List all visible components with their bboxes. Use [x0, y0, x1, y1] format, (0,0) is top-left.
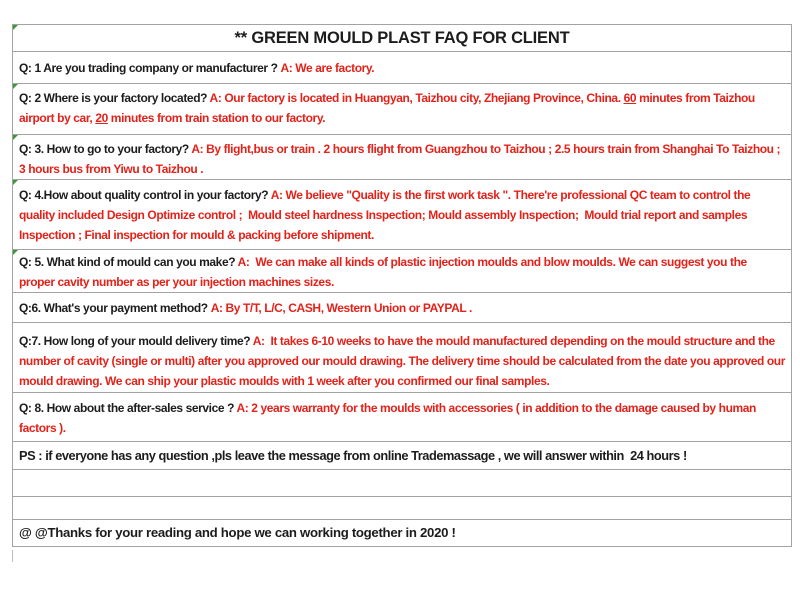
- answer-text: A: We believe "Quality is the first work task ". There're professional QC team to control the quality included Design Optimize control ; Mould steel hardness Inspection; Mould assembly Inspection; Mould trial report and samples Inspection ; Final inspection for mould & packing before shipment.: [19, 188, 754, 242]
- sheet-left-edge-stub: [12, 550, 13, 562]
- faq-sheet: [12, 24, 792, 547]
- faq-row-q3: [13, 134, 791, 179]
- faq-row-q1: [13, 51, 791, 83]
- answer-text: A: We are factory.: [280, 60, 375, 75]
- faq-row-closing-note: [13, 519, 791, 546]
- faq-row-q5: [13, 249, 791, 292]
- question-text: Q: 8. How about the after-sales service ?: [19, 401, 237, 415]
- question-text: Q:7. How long of your mould delivery time?: [19, 334, 253, 348]
- answer-text: minutes from train station to our factory.: [107, 111, 326, 125]
- question-text: Q:6. What's your payment method?: [19, 300, 211, 315]
- answer-text: A: We can make all kinds of plastic injection moulds and blow moulds. We can suggest you the proper cavity number as per your injection machines sizes.: [19, 255, 750, 289]
- cell-error-marker-icon: [13, 250, 18, 255]
- question-text: Q: 3. How to go to your factory?: [19, 142, 192, 156]
- answer-text: minutes from Taizhou airport by car,: [19, 91, 758, 125]
- answer-text: A: Our factory is located in Huangyan, Taizhou city, Zhejiang Province, China.: [209, 91, 624, 105]
- cell-error-marker-icon: [13, 180, 18, 185]
- question-text: Q: 4.How about quality control in your factory?: [19, 188, 271, 202]
- question-text: Q: 5. What kind of mould can you make?: [19, 255, 238, 269]
- faq-row-q2: [13, 83, 791, 134]
- page-title: ** GREEN MOULD PLAST FAQ FOR CLIENT: [234, 29, 570, 47]
- faq-row-q8: [13, 392, 791, 441]
- answer-text: A: By flight,bus or train . 2 hours flight from Guangzhou to Taizhou ; 2.5 hours train from Shanghai To Taizhou ; 3 hours bus from Yiwu to Taizhou .: [19, 142, 784, 176]
- faq-row-ps-note: [13, 441, 791, 469]
- question-text: Q: 2 Where is your factory located?: [19, 91, 210, 105]
- faq-row-q7: [13, 322, 791, 392]
- empty-row: [13, 469, 791, 496]
- faq-row-q4: [13, 179, 791, 249]
- answer-text: A: 2 years warranty for the moulds with accessories ( in addition to the damage caused by human factors ).: [19, 401, 759, 435]
- answer-underlined-value: 60: [623, 91, 637, 105]
- faq-title-row: [13, 25, 791, 51]
- empty-row: [13, 496, 791, 519]
- ps-note-text: PS : if everyone has any question ,pls leave the message from online Trademassage , we will answer within 24 hours !: [19, 447, 687, 463]
- answer-text: A: It takes 6-10 weeks to have the mould manufactured depending on the mould structure and the number of cavity (single or multi) after you approved our mould drawing. The delivery time should be calculated from the date you approved our mould drawing. We can ship your plastic moulds with 1 week after you confirmed our final samples.: [19, 334, 788, 388]
- answer-text: A: By T/T, L/C, CASH, Western Union or PAYPAL .: [210, 300, 472, 315]
- question-text: Q: 1 Are you trading company or manufacturer ?: [19, 60, 281, 75]
- cell-error-marker-icon: [13, 135, 18, 140]
- cell-error-marker-icon: [13, 84, 18, 89]
- answer-underlined-value: 20: [95, 111, 108, 125]
- faq-row-q6: [13, 292, 791, 322]
- cell-error-marker-icon: [13, 25, 18, 30]
- closing-note-text: @ @Thanks for your reading and hope we can working together in 2020 !: [19, 525, 456, 540]
